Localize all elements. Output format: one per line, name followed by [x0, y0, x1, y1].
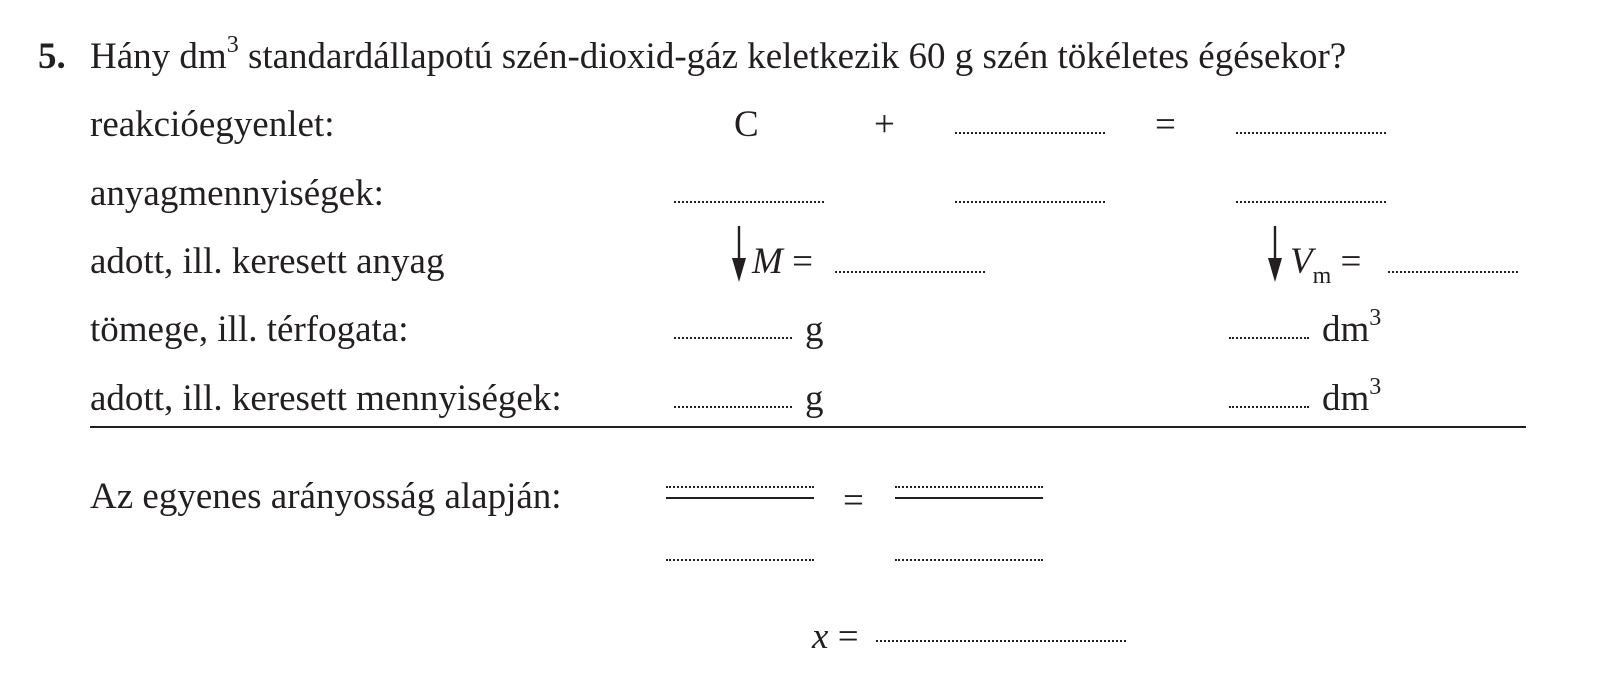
result-label	[812, 618, 859, 655]
molar-mass-symbol: M	[752, 241, 783, 282]
proportion-label: Az egyenes arányosság alapján:	[90, 476, 562, 517]
question-text	[90, 32, 1347, 77]
left-numerator-blank[interactable]	[666, 486, 814, 488]
volume-unit-superscript: 3	[1369, 305, 1382, 331]
equation-label: reakcióegyenlet:	[90, 104, 335, 145]
question-superscript: 3	[226, 32, 239, 58]
molar-mass-blank[interactable]	[835, 271, 985, 273]
result-blank[interactable]	[876, 640, 1126, 642]
given-mass-blank[interactable]	[674, 406, 792, 408]
amounts-label: anyagmennyiségek:	[90, 173, 384, 214]
carbon-symbol: C	[734, 104, 759, 145]
quantities-label: adott, ill. keresett mennyiségek:	[90, 378, 562, 419]
molar-volume-equals: =	[1340, 241, 1362, 282]
right-numerator-blank[interactable]	[895, 486, 1043, 488]
right-fraction-bar	[895, 497, 1043, 499]
molar-mass-label	[752, 243, 813, 280]
reactant-amount-blank[interactable]	[955, 201, 1105, 203]
sought-volume-unit	[1322, 374, 1382, 419]
left-denominator-blank[interactable]	[666, 559, 814, 561]
result-symbol: x	[812, 616, 829, 657]
volume-unit	[1322, 305, 1382, 350]
down-arrow-icon	[729, 224, 749, 284]
product-blank[interactable]	[1236, 132, 1386, 134]
mass-unit: g	[805, 309, 824, 350]
plus-sign: +	[874, 104, 895, 145]
molar-volume-label	[1290, 241, 1362, 289]
product-amount-blank[interactable]	[1236, 201, 1386, 203]
down-arrow-icon	[1265, 224, 1285, 284]
reactant-blank[interactable]	[955, 132, 1105, 134]
question-number: 5.	[38, 36, 66, 77]
carbon-amount-blank[interactable]	[674, 201, 824, 203]
left-fraction-bar	[666, 497, 814, 499]
molar-volume-symbol: V	[1290, 241, 1313, 282]
question-text-end: standardállapotú szén-dioxid-gáz keletkezik 60 g szén tökéletes égésekor?	[238, 36, 1347, 77]
sought-volume-blank[interactable]	[1229, 406, 1309, 408]
equals-sign: =	[1155, 104, 1176, 145]
given-label: adott, ill. keresett anyag	[90, 241, 445, 282]
molar-volume-blank[interactable]	[1388, 271, 1518, 273]
co2-volume-blank[interactable]	[1229, 337, 1309, 339]
sought-volume-unit-superscript: 3	[1369, 374, 1382, 400]
mass-label: tömege, ill. térfogata:	[90, 309, 409, 350]
volume-unit-text: dm	[1322, 309, 1370, 350]
question-text-start: Hány dm	[90, 36, 227, 77]
molar-mass-equals: =	[792, 241, 813, 282]
right-denominator-blank[interactable]	[895, 559, 1043, 561]
section-divider	[90, 426, 1526, 428]
carbon-mass-blank[interactable]	[674, 337, 792, 339]
given-mass-unit: g	[805, 378, 824, 419]
sought-volume-unit-text: dm	[1322, 378, 1370, 419]
proportion-equals: =	[843, 480, 864, 521]
molar-volume-subscript: m	[1312, 263, 1332, 289]
result-equals: =	[837, 616, 859, 657]
